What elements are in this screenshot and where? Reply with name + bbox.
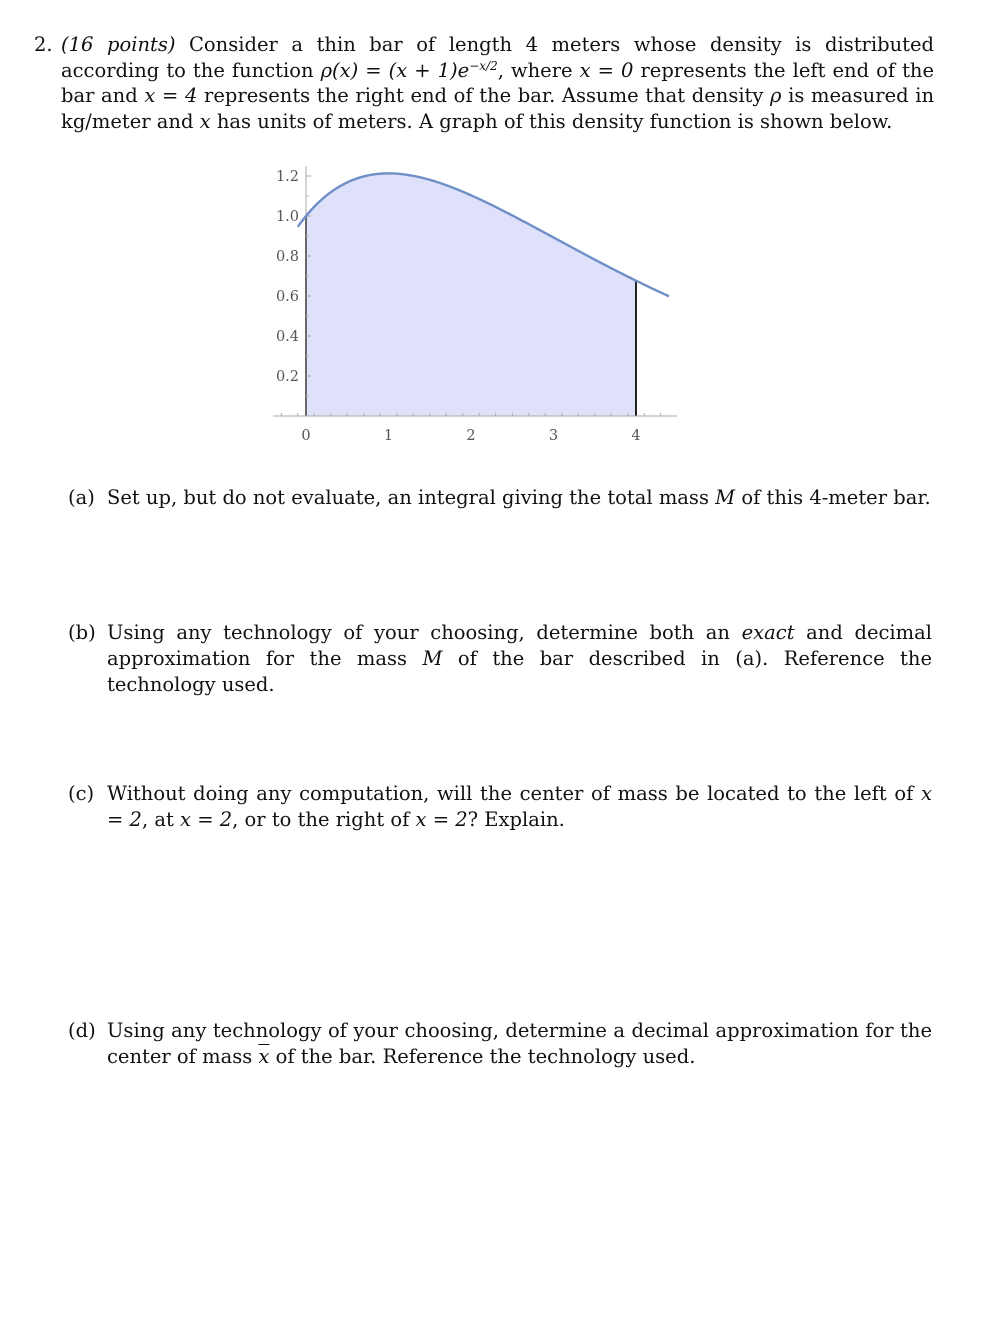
density-graph: [258, 155, 688, 455]
part-c: [68, 781, 932, 833]
shaded-region: [306, 173, 636, 416]
y-tick-label: 1.2: [275, 169, 299, 185]
part-d-text-2: of the bar. Reference the technology used.: [269, 1045, 696, 1068]
part-c-text-1: Without doing any computation, will the center of mass be located to the left of: [107, 782, 921, 805]
center-of-mass-symbol: $\overline{x}$: [258, 1045, 270, 1068]
part-b-text-1: Using any technology of your choosing, determine both an: [107, 621, 742, 644]
part-a-label: (a): [68, 486, 95, 509]
part-a: [68, 485, 932, 511]
x-equals-2: x = 2: [180, 808, 233, 831]
left-end-eq: x = 0: [579, 58, 634, 82]
part-c-text-4: ? Explain.: [467, 808, 565, 831]
part-d-text-1: Using any technology of your choosing, determine a decimal approximation for the center of mass: [107, 1019, 932, 1068]
part-b: [68, 620, 932, 698]
x-equals-2: x = 2: [107, 782, 932, 831]
mass-symbol: M: [422, 647, 443, 670]
problem-text-3: represents the left end of the bar and: [61, 58, 935, 107]
problem-text-2: , where: [497, 58, 580, 82]
problem-text: [61, 32, 934, 134]
problem-text-1: Consider a thin bar of length 4 meters whose density is distributed according to the function: [61, 33, 934, 82]
y-tick-label: 0.2: [275, 369, 299, 385]
problem-number: 2.: [34, 33, 53, 56]
x-symbol: x: [199, 109, 211, 133]
part-a-text-2: of this 4-meter bar.: [735, 486, 931, 509]
problem-text-6: has units of meters. A graph of this density function is shown below.: [210, 109, 893, 133]
part-a-text: [107, 485, 932, 511]
part-c-text: [107, 781, 932, 833]
part-c-label: (c): [68, 782, 95, 805]
part-b-text-2: and decimal approximation for the mass: [107, 621, 932, 670]
part-d-text: [107, 1018, 932, 1070]
problem-points: (16 points): [61, 33, 176, 56]
y-tick-label: 0.6: [275, 289, 299, 305]
x-tick-label: 3: [548, 428, 559, 444]
problem-text-4: represents the right end of the bar. Assume that density: [197, 84, 771, 107]
part-b-text-3: of the bar described in (a). Reference the technology used.: [107, 647, 932, 696]
density-function: ρ(x) = (x + 1)e: [320, 58, 470, 82]
problem-statement: [34, 32, 934, 134]
part-a-text-1: Set up, but do not evaluate, an integral giving the total mass: [107, 486, 716, 509]
exact-word: exact: [741, 621, 795, 644]
x-equals-2: x = 2: [415, 808, 468, 831]
y-tick-label: 0.4: [275, 329, 299, 345]
x-tick-label: 2: [466, 428, 476, 444]
part-c-text-2: , at: [141, 808, 181, 831]
part-b-text: [107, 620, 932, 698]
problem-text-5: is measured in kg/meter and: [61, 84, 935, 133]
part-c-text-3: , or to the right of: [232, 808, 416, 831]
right-end-eq: x = 4: [144, 84, 198, 107]
x-tick-label: 4: [631, 428, 641, 444]
y-tick-label: 0.8: [275, 249, 299, 265]
y-tick-label: 1.0: [275, 209, 299, 225]
rho-symbol: ρ: [770, 84, 782, 107]
x-tick-label: 1: [383, 428, 394, 444]
density-chart-svg: [258, 155, 688, 455]
part-d-label: (d): [68, 1019, 96, 1042]
part-d: [68, 1018, 932, 1070]
mass-symbol: M: [715, 486, 736, 509]
part-b-label: (b): [68, 621, 96, 644]
density-exponent: −x/2: [469, 58, 498, 73]
x-tick-label: 0: [301, 428, 311, 444]
